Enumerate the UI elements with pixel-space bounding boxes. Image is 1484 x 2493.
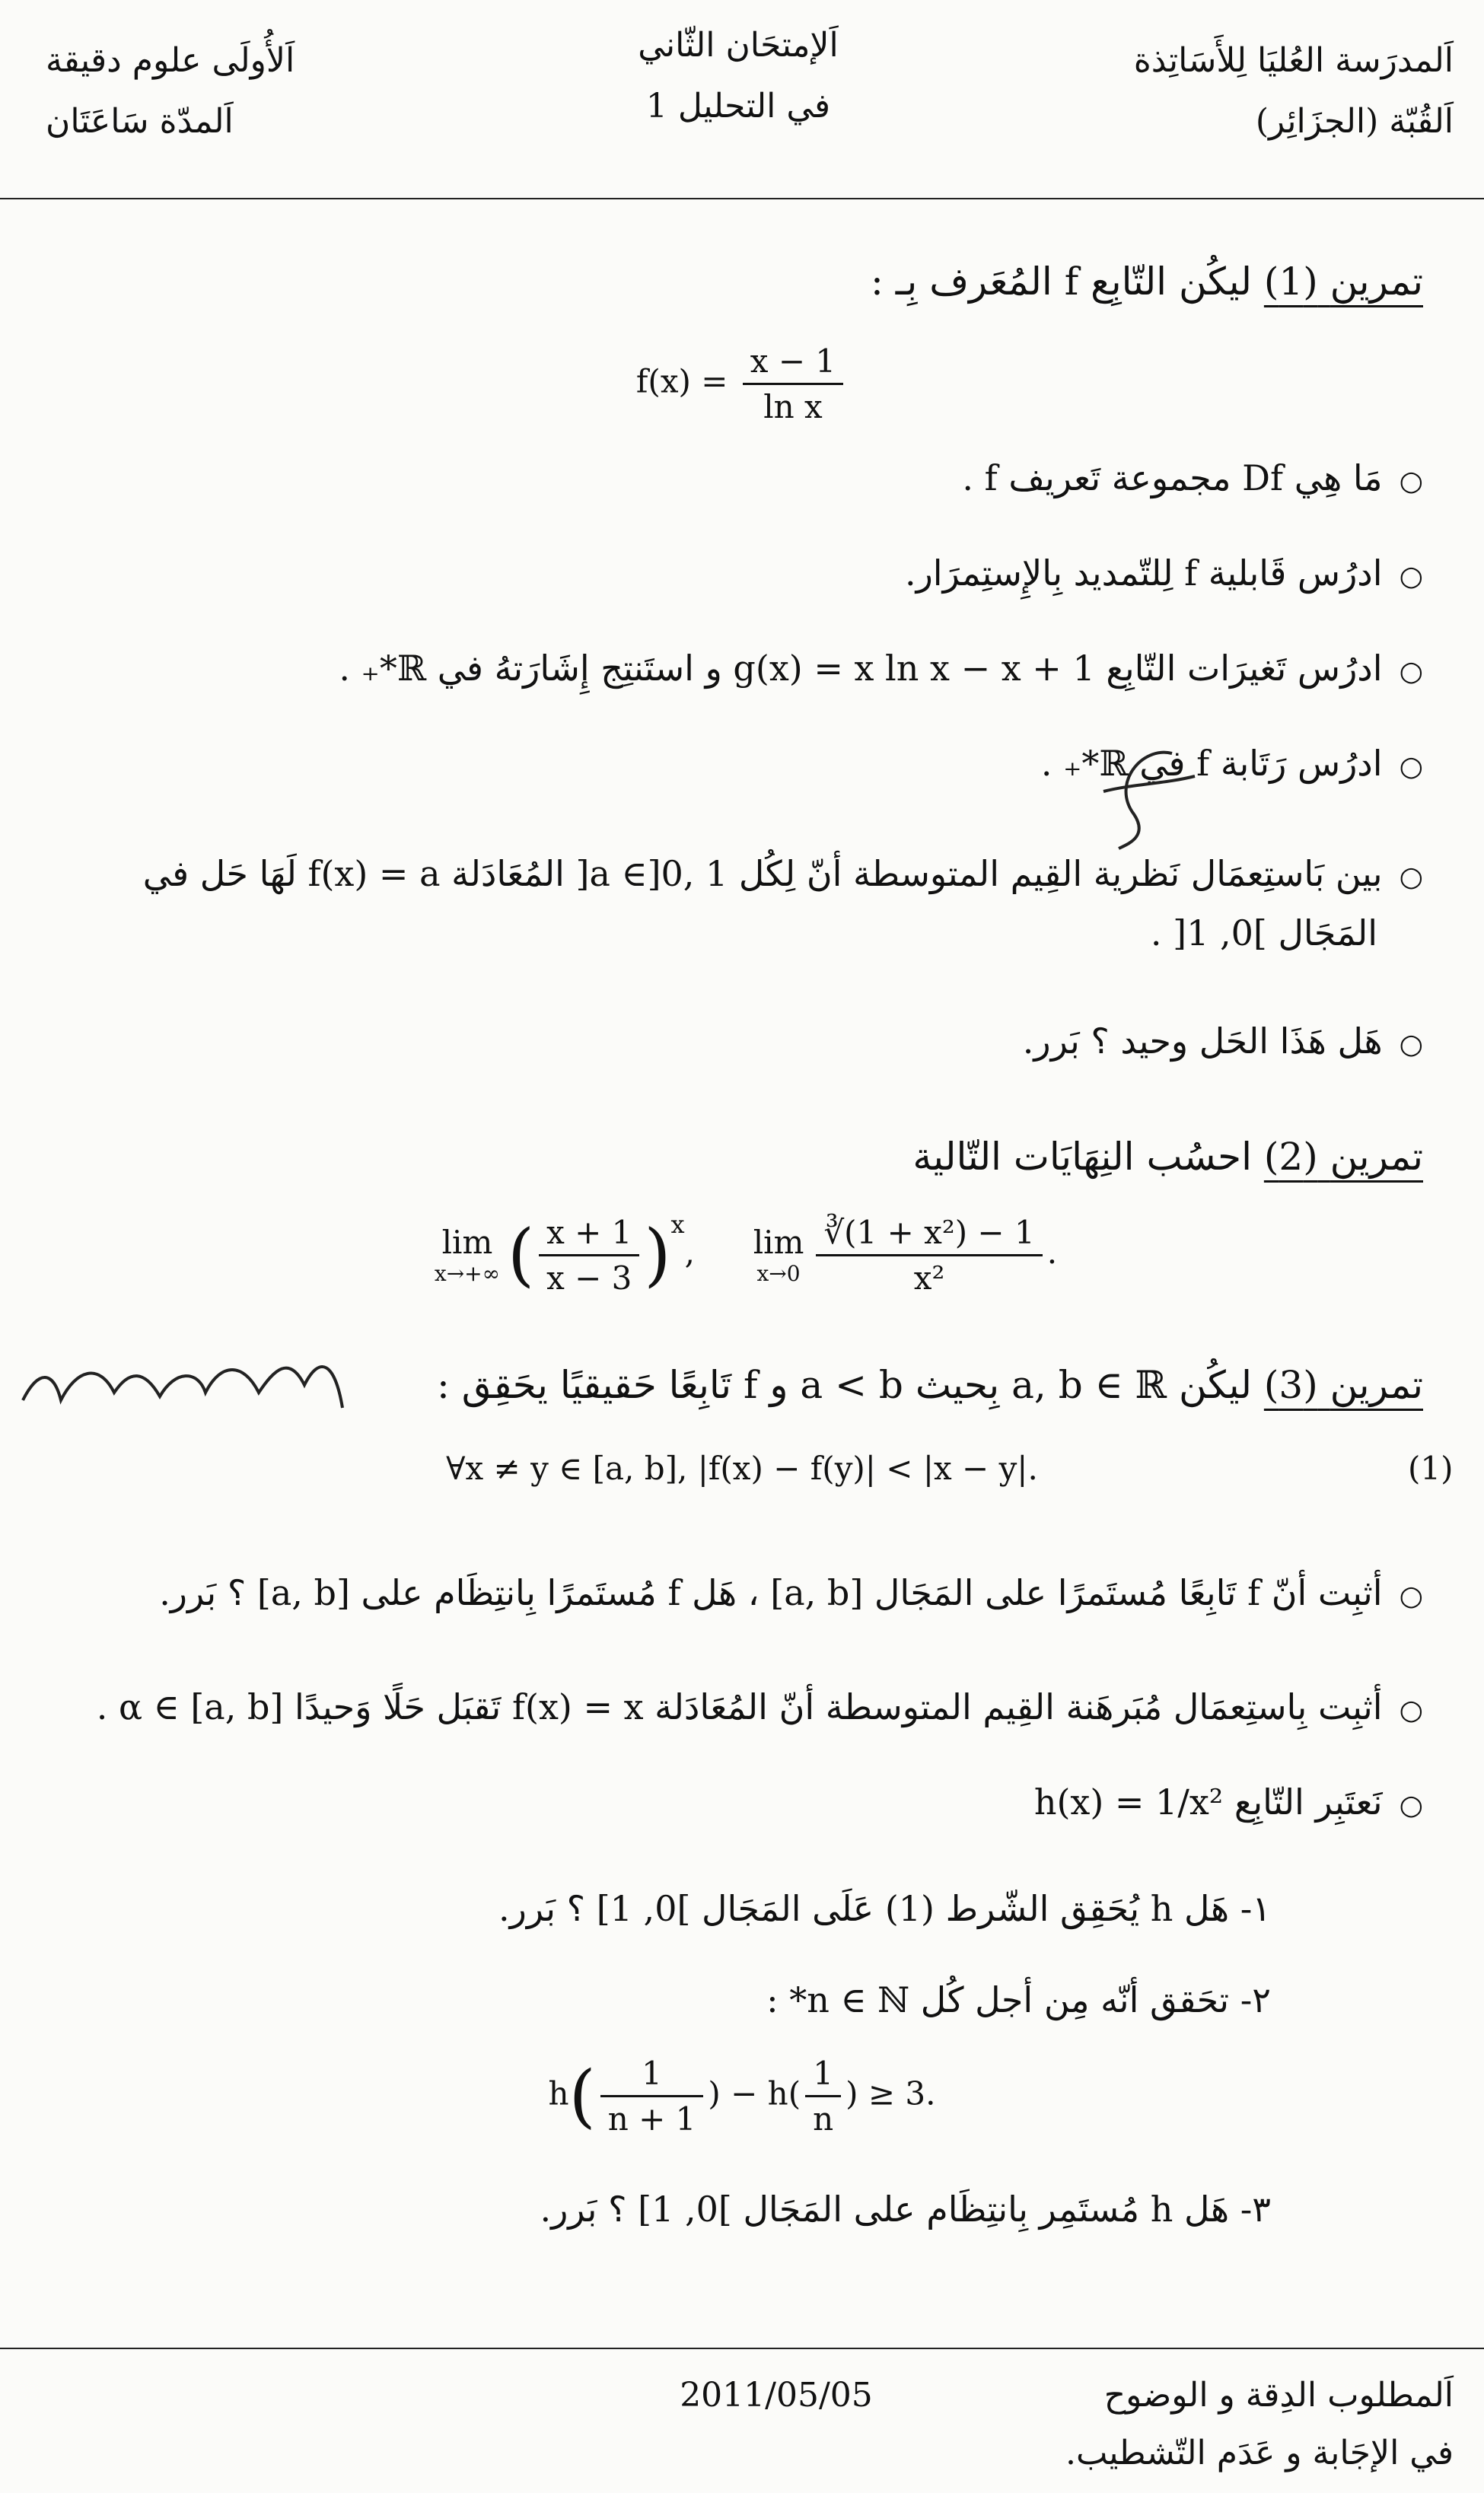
item-text: أثبِت أنّ f تَابِعًا مُستَمرًا على المَجَال [a, b] ، هَل f مُستَمرًا بِانتِظَام على [a, b] ؟ بَرر.	[159, 1572, 1383, 1613]
item-text: ادرُس تَغيرَات التّابِع g(x) = x ln x − x + 1 و استَنتِج إِشَارَتهُ في ℝ*₊ .	[339, 648, 1383, 689]
ineq-rest: ) ≥ 3.	[845, 2074, 936, 2113]
limit-1-operator	[435, 1224, 500, 1286]
exercise-2-title	[38, 1126, 1423, 1187]
formula-f-denominator: ln x	[763, 388, 823, 425]
exercise-3-item-3: ○نَعتَبِر التّابِع h(x) = 1/x²	[1033, 1781, 1423, 1823]
exam-header	[533, 15, 944, 137]
exercise-1-number: (1)	[1263, 259, 1318, 304]
exercise-1-item-5-continued: المَجَال ]0, 1[ .	[1150, 912, 1377, 954]
lim-word: lim	[753, 1224, 804, 1261]
footer-note	[921, 2367, 1454, 2482]
exercise-2-statement: احسُب النِهَايَات التّالية	[912, 1135, 1264, 1179]
limit-2-operator	[753, 1224, 804, 1286]
header-divider	[0, 198, 1484, 199]
item-text: أثبِت بِاستِعمَال مُبَرهَنة القِيم المتوسطة أنّ المُعَادَلة f(x) = x تَقبَل حَلًا وَحيدًا α ∈ [a, b] .	[96, 1686, 1383, 1727]
school-name: اَلمدرَسة العُليَا لِلأَسَاتِذة	[1133, 41, 1454, 80]
item-text: بين بَاستِعمَال نَظرية القِيم المتوسطة أنّ لِكُل a ∈]0, 1[ المُعَادَلة f(x) = a لَهَا حَل في	[142, 853, 1383, 894]
school-location: اَلقُبّة (الجزَائِر)	[1255, 102, 1454, 141]
exam-subject: في التحليل 1	[645, 87, 831, 126]
exercise-3-sub-1: ١- هَل h يُحَقِق الشّرط (1) عَلَى المَجَال ]0, 1] ؟ بَرر.	[498, 1888, 1271, 1929]
item-text: ادرُس رَتَابة f في ℝ*₊ .	[1040, 743, 1383, 784]
limit-2-numerator: ∛(1 + x²) − 1	[816, 1214, 1042, 1256]
exercise-1-word: تمرين	[1330, 259, 1423, 304]
limit-1-denominator: x − 3	[546, 1259, 632, 1297]
ineq-den-1: n + 1	[607, 2100, 696, 2138]
inequality-h: h( $\frac{1}{n + 1}$ ) − h( $\frac{1}{n}$ ) ≥ 3.	[548, 2055, 936, 2138]
class-level: اَلأُولَى علوم دقيقة	[46, 41, 295, 80]
exercise-1-item-1: ○مَا هِي Df مجموعة تَعريف f .	[962, 457, 1423, 498]
ineq-h: h	[548, 2074, 569, 2113]
footer-divider	[0, 2348, 1484, 2349]
handwritten-scribble	[15, 1339, 350, 1423]
ineq-fraction-2	[805, 2055, 841, 2138]
formula-f-fraction	[743, 342, 843, 425]
footer-note-line-1: اَلمطلوب الدِقة و الوضوح	[1103, 2376, 1454, 2415]
exam-date: 2011/05/05	[680, 2376, 873, 2415]
exercise-3-word: تمرين	[1330, 1363, 1423, 1407]
item-text: هَل هَذَا الحَل وحيد ؟ بَرر.	[1022, 1020, 1383, 1062]
school-header	[982, 30, 1454, 152]
exercise-3-item-1: ○أثبِت أنّ f تَابِعًا مُستَمرًا على المَجَال [a, b] ، هَل f مُستَمرًا بِانتِظَام على [a, b] ؟ بَرر.	[159, 1572, 1423, 1613]
exercise-3-number: (3)	[1263, 1363, 1318, 1407]
exam-name: اَلإمتحَان الثّاني	[638, 26, 839, 65]
exercise-3-sub-3: ٣- هَل h مُستَمِر بِانتِظَام على المَجَال ]0, 1] ؟ بَرر.	[540, 2189, 1271, 2230]
lim-word: lim	[441, 1224, 493, 1261]
item-text: نَعتَبِر التّابِع h(x) = 1/x²	[1033, 1781, 1383, 1823]
formula-f-numerator: x − 1	[743, 342, 843, 385]
exercise-1-item-4: ○ادرُس رَتَابة f في ℝ*₊ .	[1040, 743, 1423, 784]
item-text: ادرُس قَابلية f لِلتّمديد بِالإِستِمرَار.	[904, 552, 1383, 594]
level-header	[46, 30, 441, 152]
ineq-middle: ) − h(	[708, 2074, 801, 2113]
exercise-1-title	[38, 251, 1423, 312]
exercise-1-item-2: ○ادرُس قَابلية f لِلتّمديد بِالإِستِمرَار.	[904, 552, 1423, 594]
condition-1: ∀x ≠ y ∈ [a, b], |f(x) − f(y)| < |x − y|.	[446, 1450, 1038, 1487]
limit-1-fraction	[539, 1214, 639, 1297]
limit-2-fraction	[816, 1214, 1042, 1297]
handwritten-f-mark	[1081, 738, 1218, 852]
limit-2-denominator: x²	[913, 1259, 945, 1297]
lim-subscript: x→0	[756, 1261, 801, 1286]
ineq-fraction-1	[600, 2055, 704, 2138]
lim-subscript: x→+∞	[434, 1261, 500, 1286]
exercise-2-number: (2)	[1263, 1135, 1318, 1179]
limit-1-exponent: x	[670, 1210, 685, 1239]
footer-note-line-2: في الإجَابة و عَدَم التّشطيب.	[1065, 2434, 1454, 2472]
exam-duration: اَلمدّة سَاعَتَان	[46, 102, 234, 141]
exercise-3-item-2: ○أثبِت بِاستِعمَال مُبَرهَنة القِيم المتوسطة أنّ المُعَادَلة f(x) = x تَقبَل حَلًا وَحيدًا α ∈ [a, b] .	[96, 1686, 1423, 1727]
exercise-1-item-5: ○بين بَاستِعمَال نَظرية القِيم المتوسطة أنّ لِكُل a ∈]0, 1[ المُعَادَلة f(x) = a لَهَا حَل في	[142, 853, 1423, 894]
exercise-2-word: تمرين	[1330, 1135, 1423, 1179]
exercise-3-statement: ليكُن a, b ∈ ℝ بِحيث a < b و f تَابِعًا حَقيقيًا يحَقِق :	[437, 1363, 1264, 1407]
condition-1-number: (1)	[1408, 1450, 1454, 1487]
limits-row: lim x→+∞ ( $\frac{x + 1}{x - 3}$ )$^x$, lim x→0 $\frac{\text{∛(1 + x²) − 1}}{\text{x²}}$ .	[434, 1210, 1058, 1297]
exercise-1-item-3: ○ادرُس تَغيرَات التّابِع g(x) = x ln x − x + 1 و استَنتِج إِشَارَتهُ في ℝ*₊ .	[339, 648, 1423, 689]
exercise-1-item-6: ○هَل هَذَا الحَل وحيد ؟ بَرر.	[1022, 1020, 1423, 1062]
limit-1-numerator: x + 1	[539, 1214, 639, 1256]
exercise-3-sub-2: ٢- تحَقق أنّه مِن أجل كُل n ∈ ℕ* :	[766, 1979, 1271, 2020]
ineq-den-2: n	[813, 2100, 834, 2138]
exercise-1-statement: ليكُن التّابِع f المُعَرف بِـ :	[871, 259, 1264, 304]
ineq-num-1: 1	[600, 2055, 704, 2097]
formula-f	[0, 342, 1484, 425]
item-text: مَا هِي Df مجموعة تَعريف f .	[962, 457, 1383, 498]
formula-f-lhs: f(x) =	[635, 362, 728, 400]
ineq-num-2: 1	[805, 2055, 841, 2097]
